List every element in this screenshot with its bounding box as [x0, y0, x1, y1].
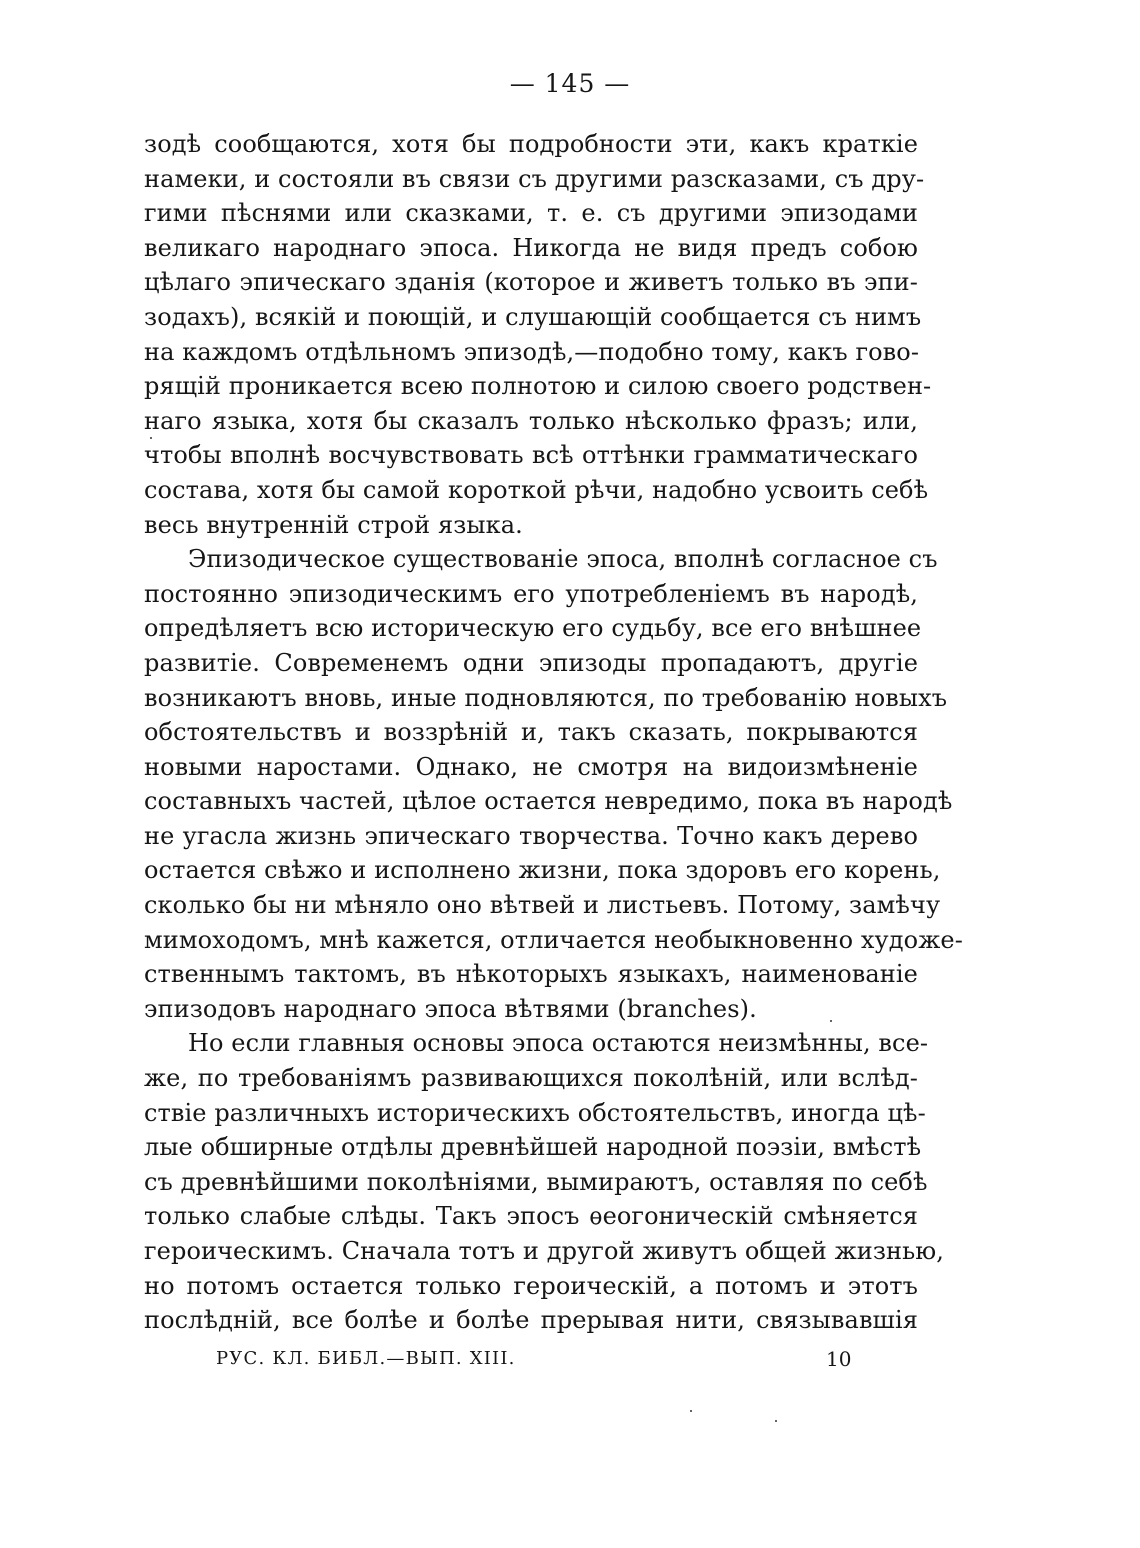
text-line: составныхъ частей, цѣлое остается невредимо, пока въ народѣ — [144, 787, 953, 816]
scan-speck — [690, 1410, 692, 1412]
scan-speck — [775, 1420, 777, 1422]
text-line: чтобы вполнѣ восчувствовать всѣ оттѣнки грамматическаго — [144, 441, 918, 470]
text-line: остается свѣжо и исполнено жизни, пока здоровъ его корень, — [144, 856, 941, 885]
text-line: лые обширные отдѣлы древнѣйшей народной поэзiи, вмѣстѣ — [144, 1133, 922, 1162]
text-line: ствiе различныхъ историческихъ обстоятельствъ, иногда цѣ- — [144, 1098, 926, 1127]
text-line: на каждомъ отдѣльномъ эпизодѣ,—подобно тому, какъ гово- — [144, 337, 920, 366]
text-line: мимоходомъ, мнѣ кажется, отличается необыкновенно художе- — [144, 925, 963, 954]
text-line: новыми наростами. Однако, не смотря на видоизмѣненiе — [144, 752, 918, 781]
paragraph-3 — [144, 1026, 945, 1337]
scan-speck — [150, 437, 152, 439]
text-line: сколько бы ни мѣняло оно вѣтвей и листьевъ. Потому, замѣчу — [144, 891, 941, 920]
signature-mark: РУС. КЛ. БИБЛ.—ВЫП. XIII. — [216, 1348, 516, 1369]
text-line: героическимъ. Сначала тотъ и другой живутъ общей жизнью, — [144, 1237, 945, 1265]
text-line: возникаютъ вновь, иные подновляются, по требованiю новыхъ — [144, 683, 948, 712]
text-line: же, по требованiямъ развивающихся поколѣнiй, или вслѣд- — [144, 1064, 918, 1093]
paragraph-1 — [144, 127, 932, 542]
sheet-number: 10 — [826, 1347, 852, 1371]
text-line: намеки, и состояли въ связи съ другими разсказами, съ дру- — [144, 164, 925, 193]
text-line: весь внутреннiй строй языка. — [144, 510, 523, 539]
text-line: но потомъ остается только героическiй, а потомъ и этотъ — [144, 1271, 918, 1300]
text-line: гими пѣснями или сказками, т. е. съ другими эпизодами — [144, 199, 918, 228]
page-number: — 145 — — [509, 69, 631, 98]
text-line: съ древнѣйшими поколѣнiями, вымираютъ, оставляя по себѣ — [144, 1167, 928, 1196]
paragraph-2 — [144, 542, 963, 1026]
text-line: постоянно эпизодическимъ его употребленiемъ въ народѣ, — [144, 579, 918, 608]
text-line: Но если главныя основы эпоса остаются неизмѣнны, все- — [188, 1029, 929, 1058]
text-line: состава, хотя бы самой короткой рѣчи, надобно усвоить себѣ — [144, 475, 929, 504]
scan-speck — [830, 1020, 832, 1022]
body-text — [144, 127, 963, 1338]
text-line: великаго народнаго эпоса. Никогда не видя предъ собою — [144, 233, 918, 262]
text-line: ственнымъ тактомъ, въ нѣкоторыхъ языкахъ, наименованiе — [144, 960, 918, 989]
text-line: рящiй проникается всею полнотою и силою своего родствен- — [144, 372, 932, 401]
text-line: опредѣляетъ всю историческую его судьбу, все его внѣшнее — [144, 614, 922, 643]
text-line: развитiе. Современемъ одни эпизоды пропадаютъ, другiе — [144, 648, 918, 677]
text-line: обстоятельствъ и воззрѣнiй и, такъ сказать, покрываются — [144, 718, 918, 747]
text-line: цѣлаго эпическаго зданiя (которое и живетъ только въ эпи- — [144, 268, 918, 297]
text-line: наго языка, хотя бы сказалъ только нѣсколько фразъ; или, — [144, 406, 918, 435]
text-line: эпизодовъ народнаго эпоса вѣтвями (branches). — [144, 994, 757, 1023]
text-line: послѣднiй, все болѣе и болѣе прерывая нити, связывавшiя — [144, 1306, 918, 1335]
text-line: не угасла жизнь эпическаго творчества. Точно какъ дерево — [144, 821, 918, 850]
text-line: только слабые слѣды. Такъ эпосъ ѳеогоническiй смѣняется — [144, 1202, 918, 1231]
text-line: зодѣ сообщаются, хотя бы подробности эти, какъ краткiе — [144, 130, 918, 158]
text-line: Эпизодическое существованiе эпоса, вполнѣ согласное съ — [188, 545, 938, 574]
text-line: зодахъ), всякiй и поющiй, и слушающiй сообщается съ нимъ — [144, 302, 922, 331]
